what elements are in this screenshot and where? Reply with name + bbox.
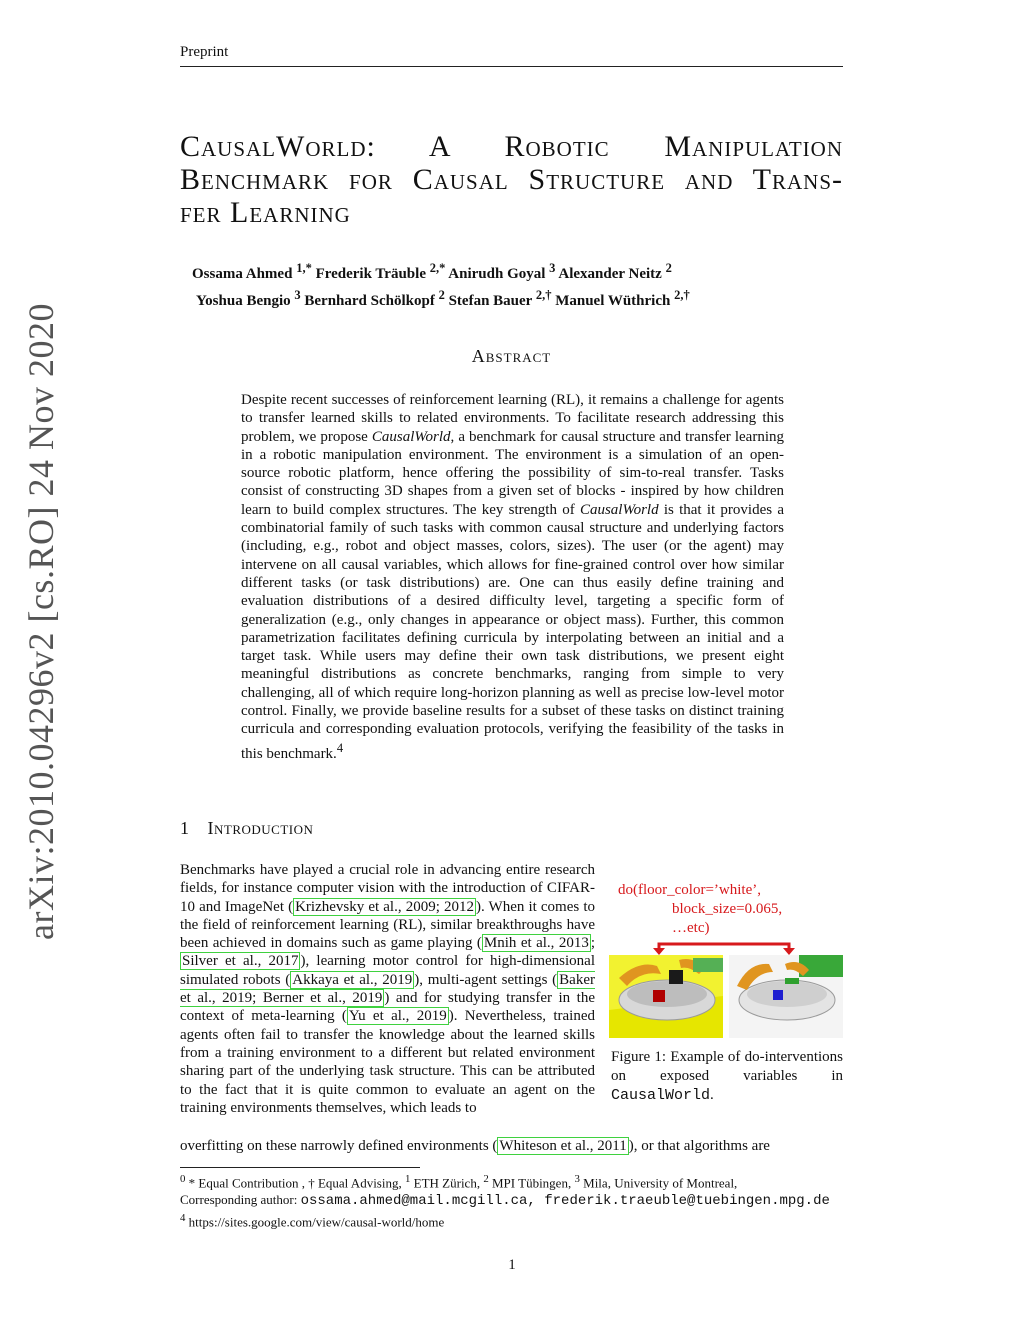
footnote-text: MPI Tübingen, [488, 1175, 575, 1191]
citation-link[interactable]: Baker et al., 2019; Berner et al., 2019 [180, 971, 595, 1007]
intro-text: ). When it comes to the field of reinforcement learning (RL), similar breakthroughs have been achieved in domains such as game playing ( [180, 898, 595, 952]
citation-link[interactable]: Whiteson et al., 2011 [499, 1138, 627, 1154]
project-url-link[interactable]: https://sites.google.com/view/causal-world/home [188, 1214, 445, 1230]
author-emails[interactable]: ossama.ahmed@mail.mcgill.ca, frederik.traeuble@tuebingen.mpg.de [300, 1193, 830, 1210]
author-affiliation: 2,* [429, 261, 446, 275]
author-affiliation: 2,† [674, 288, 690, 302]
introduction-continued-line [180, 1137, 843, 1155]
figure-label: Figure 1: [611, 1049, 667, 1065]
footnote-marker: 0 [180, 1173, 186, 1185]
title-word: Manipulation [664, 130, 843, 163]
paper-title [180, 130, 843, 229]
annotation-line: block_size=0.065, [672, 901, 783, 917]
title-line: Benchmark for Causal Structure and Trans- [180, 163, 843, 196]
footnote-marker: 4 [180, 1212, 186, 1225]
annotation-line: …etc) [672, 920, 710, 936]
footnote-text: Mila, University of Montreal, [579, 1175, 738, 1191]
introduction-paragraph [180, 861, 595, 1117]
author: Stefan Bauer [448, 293, 533, 309]
author: Frederik Träuble [315, 266, 426, 282]
intro-text: ), or that algorithms are [628, 1138, 770, 1154]
title-word: CausalWorld: [180, 130, 376, 163]
author-affiliation: 2 [438, 288, 445, 302]
footnote-text: * Equal Contribution , [188, 1175, 309, 1191]
footnote-marker: 1 [404, 1173, 411, 1185]
abstract-body [241, 391, 784, 763]
citation-link[interactable]: Krizhevsky et al., 2009; 2012 [295, 898, 474, 915]
author: Alexander Neitz [558, 266, 662, 282]
footnote-rule [180, 1167, 420, 1168]
citation-link[interactable]: Silver et al., 2017 [182, 953, 299, 970]
citation-link[interactable]: Akkaya et al., 2019 [292, 971, 413, 988]
scene-before-image [609, 955, 723, 1038]
author-affiliation: 2 [665, 261, 672, 275]
arxiv-identifier[interactable]: arXiv:2010.04296v2 [cs.RO] 24 Nov 2020 [21, 303, 61, 940]
intervention-arrow [653, 944, 795, 955]
footnotes [180, 1171, 900, 1231]
author-affiliation: 1,* [296, 261, 312, 275]
abstract-emphasis: CausalWorld [579, 501, 659, 518]
caption-text: Example of do-interventions on exposed variables in [611, 1049, 843, 1084]
footnote-text: † Equal Advising, [308, 1175, 405, 1191]
author: Ossama Ahmed [192, 266, 293, 282]
section-heading [180, 818, 313, 839]
footnote-text: Corresponding author: [180, 1192, 301, 1208]
title-word: Robotic [504, 130, 610, 163]
intro-text: overfitting on these narrowly defined environments ( [180, 1138, 498, 1154]
author: Manuel Wüthrich [555, 293, 671, 309]
abstract-text: is that it provides a combinatorial family of such tasks with common causal structure and underlying factors (including, e.g., robot and object masses, colors, sizes). The user (or the agent) may intervene on all causal variables, which allows for fine-grained control over how similar different tasks (or task distributions) are. One can thus easily define training and evaluation distributions of a desired difficulty level, targeting a specific form of generalization (e.g., only changes in appearance or object mass). Further, this common parametrization facilitates defining curricula by interpolating between an initial and a target task. While users may define their own task distributions, we present eight meaningful distributions as concrete benchmarks, ranging from simple to very challenging, all of which require long-horizon planning as well as precise low-level motor control. Finally, we provide baseline results for a subset of these tasks on distinct training curricula and corresponding evaluation protocols, verifying the feasibility of the tasks in this benchmark. [241, 501, 784, 762]
page-number: 1 [508, 1257, 516, 1273]
footnote-marker[interactable]: 4 [336, 740, 344, 755]
intro-text: ) and for studying transfer in the context of meta-learning ( [180, 990, 595, 1025]
footnote-text: ETH Zürich, [410, 1175, 484, 1191]
author-list [180, 258, 843, 312]
intro-text: ; [590, 935, 596, 952]
intro-text: ), learning motor control for high-dimensional simulated robots ( [180, 953, 595, 988]
author-affiliation: 3 [549, 261, 556, 275]
author-affiliation: 3 [294, 288, 301, 302]
footnote-marker: 3 [574, 1173, 580, 1185]
figure-annotation [610, 881, 840, 938]
title-word: A [428, 130, 450, 163]
section-title: Introduction [207, 818, 314, 838]
scene-after-image [729, 955, 843, 1038]
title-line: fer Learning [180, 196, 351, 229]
annotation-line: do(floor_color=’white’, [618, 882, 761, 898]
citation-link[interactable]: Mnih et al., 2013 [483, 935, 589, 952]
running-header: Preprint [180, 44, 229, 60]
footnote-marker: 2 [483, 1173, 489, 1185]
intro-text: ), multi-agent settings ( [414, 971, 558, 988]
author-affiliation: 2,† [535, 288, 552, 302]
figure-images [609, 938, 843, 1038]
author: Yoshua Bengio [196, 293, 291, 309]
abstract-emphasis: CausalWorld [371, 428, 451, 445]
figure-caption [611, 1048, 843, 1105]
abstract-text: Despite recent successes of reinforcement learning (RL), it remains a challenge for agents to transfer learned skills to related environments. To facilitate research addressing this problem, we propose [241, 392, 784, 445]
author: Bernhard Schölkopf [304, 293, 435, 309]
abstract-text: , a benchmark for causal structure and transfer learning in a robotic manipulation environment. The environment is a simulation of an open-source robotic platform, hence offering the possibility of sim-to-real transfer. Tasks consist of constructing 3D shapes from a given set of blocks - inspired by how children learn to build complex structures. The key strength of [241, 428, 785, 518]
caption-text: . [710, 1087, 714, 1103]
citation-link[interactable]: Yu et al., 2019 [348, 1008, 447, 1025]
intro-text: Benchmarks have played a crucial role in advancing entire research fields, for instance computer vision with the introduction of CIFAR-10 and ImageNet ( [180, 862, 595, 915]
intro-text: ). Nevertheless, trained agents often fail to transfer the knowledge about the learned skills from a training environment to a different but related environment sharing part of the underlying task structure. This can be attributed to the fact that it is quite common to evaluate an agent on the training environments themselves, which leads to [180, 1008, 595, 1116]
header-rule [180, 66, 843, 67]
abstract-heading: Abstract [471, 346, 552, 366]
author: Anirudh Goyal [448, 266, 546, 282]
caption-code: CausalWorld [611, 1087, 711, 1104]
section-number: 1 [180, 818, 190, 838]
